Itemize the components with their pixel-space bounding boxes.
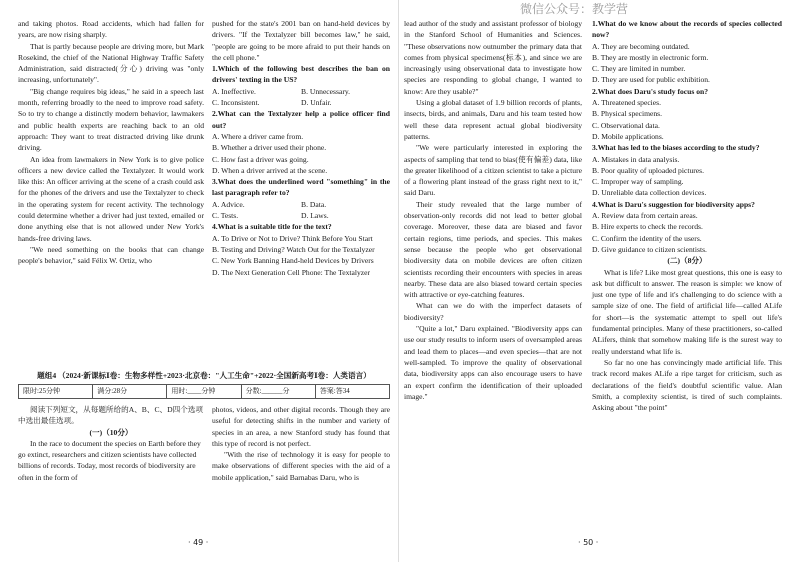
- question-8: 4.What is Daru's suggestion for biodiversity apps?: [592, 199, 755, 209]
- info-bar: [18, 384, 390, 399]
- option: C. Inconsistent.: [212, 98, 260, 108]
- paragraph: "Big change requires big ideas," he said in a speech last month, referring broadly to the need to improve road safety. So to try to change a distinctly modern behavior, lawmakers and public health experts are reaching back to an old approach: They want to treat distracted driving like drunk driving.: [18, 86, 204, 153]
- paragraph: Using a global dataset of 1.9 billion records of plants, insects, birds, and animals, Daru and his team tested how well these data represent actual global biodiversity patterns.: [404, 98, 582, 141]
- option: A. Review data from certain areas.: [592, 211, 698, 221]
- option: A. Mistakes in data analysis.: [592, 154, 680, 164]
- option: C. Observational data.: [592, 120, 660, 130]
- page-number-right: · 50 ·: [578, 538, 599, 547]
- option: C. New York Banning Hand-held Devices by Drivers: [212, 256, 374, 266]
- paragraph: So far no one has convincingly made artificial life. This track record makes ALife a ripe target for criticism, such as declarations of the field's doubtful scientific value. Alan Smith, a complexity scientist, is tired of such complaints. Asking about "the point": [592, 357, 782, 413]
- option: A. Where a driver came from.: [212, 131, 304, 141]
- option: C. Confirm the identity of the users.: [592, 233, 702, 243]
- option: D. Unfair.: [301, 98, 332, 108]
- paragraph: What is life? Like most great questions, this one is easy to ask but difficult to answer. The reason is simple: we know of just one type of life and it's challenging to do science with a sample size of one. The field of artificial life—called ALife for short—is the systematic attempt to spell out life's fundamental principles. Many of these practitioners, so-called ALifers, think that somehow making life is the surest way to really understand what life is.: [592, 267, 782, 356]
- option: D. The Next Generation Cell Phone: The Textalyzer: [212, 267, 371, 277]
- paragraph: What can we do with the imperfect datasets of biodiversity?: [404, 301, 582, 322]
- option: C. Improper way of sampling.: [592, 177, 684, 187]
- option: B. Poor quality of uploaded pictures.: [592, 165, 704, 175]
- option: B. Unnecessary.: [301, 86, 351, 96]
- paragraph: pushed for the state's 2001 ban on hand-held devices by drivers. "If the Textalyzer bill becomes law," he said, "people are going to be more afraid to put their hands on the cell phone.": [212, 19, 390, 62]
- question-7: 3.What has led to the biases according to the study?: [592, 143, 760, 153]
- test-header: [18, 370, 390, 399]
- question-6: 2.What does Daru's study focus on?: [592, 86, 709, 96]
- score-field: 分数:______分: [242, 385, 316, 398]
- option: B. Hire experts to check the records.: [592, 222, 703, 232]
- option: A. Ineffective.: [212, 86, 256, 96]
- question-5: 1.What do we know about the records of species collected now?: [592, 19, 782, 40]
- option: B. Testing and Driving? Watch Out for the Textalyzer: [212, 244, 375, 254]
- option: D. Laws.: [301, 211, 329, 221]
- column-2-bottom: [212, 404, 390, 483]
- option: B. Whether a driver used their phone.: [212, 143, 327, 153]
- paragraph: and taking photos. Road accidents, which had fallen for years, are now rising sharply.: [18, 19, 204, 40]
- watermark-text: 微信公众号：教学营: [520, 2, 629, 16]
- option: A. They are becoming outdated.: [592, 41, 690, 51]
- option: C. Tests.: [212, 211, 239, 221]
- answer-ref: 答案:答34: [319, 387, 350, 395]
- paragraph: "Quite a lot," Daru explained. "Biodiversity apps can use our study results to inform users of oversampled areas and lead them to places—and even species—that are not well-sampled. To improve the quality of observational data, biodiversity apps can also encourage users to have an expert confirm the identification of their uploaded image.": [404, 324, 582, 401]
- paragraph: In the race to document the species on Earth before they go extinct, researchers and citizen scientists have collected billions of records. Today, most records of biodiversity are often in the form of: [18, 438, 201, 482]
- option: B. Physical specimens.: [592, 109, 663, 119]
- full-score: 满分:28分: [93, 385, 167, 398]
- option: D. Give guidance to citizen scientists.: [592, 244, 707, 254]
- option: C. How fast a driver was going.: [212, 154, 309, 164]
- question-4: 4.What is a suitable title for the text?: [212, 222, 332, 232]
- option: A. Threatened species.: [592, 98, 662, 108]
- paragraph: "We need something on the books that can change people's behavior," said Félix W. Ortiz, who: [18, 244, 204, 266]
- page-number-left: · 49 ·: [188, 538, 209, 547]
- section-heading: (一)（10分）: [89, 427, 133, 437]
- option: C. They are limited in number.: [592, 64, 686, 74]
- time-limit: 限时:25分钟: [19, 385, 93, 398]
- paragraph: photos, videos, and other digital records. Though they are useful for detecting shifts in the number and variety of species in an area, a new Stanford study has found that this type of record is not perfect.: [212, 405, 390, 448]
- paragraph: An idea from lawmakers in New York is to give police officers a new device called the Textalyzer. It would work like this: An officer arriving at the scene of a crash could ask for the phones of the drivers and use the Textalyzer to check in the operating system for recent activity. The technology could determine whether a driver had just texted, emailed or done anything else that is not allowed under New York's hands-free driving laws.: [18, 154, 204, 243]
- column-2: [212, 18, 390, 278]
- paragraph: "We were particularly interested in exploring the aspects of sampling that tend to bias(使有偏差) data, like the greater likelihood of a citizen scientist to take a picture of a flowering plant instead of the grass right next to it," said Daru.: [404, 143, 582, 198]
- question-1: 1.Which of the following best describes the ban on drivers' texting in the US?: [212, 64, 390, 85]
- paragraph: lead author of the study and assistant professor of biology in the Stanford School of Humanities and Sciences. "These observations now outnumber the primary data that comes from physical specimens(标本), and since we are increasingly using observational data to investigate how species are responding to global change, I wanted to know: Are they usable?": [404, 19, 582, 96]
- option: A. Advice.: [212, 199, 245, 209]
- part-intro: [18, 404, 204, 483]
- option: D. Mobile applications.: [592, 131, 664, 141]
- option: A. To Drive or Not to Drive? Think Before You Start: [212, 233, 373, 243]
- option: D. They are used for public exhibition.: [592, 75, 710, 85]
- option: D. When a driver arrived at the scene.: [212, 165, 328, 175]
- option: B. They are mostly in electronic form.: [592, 52, 709, 62]
- paragraph: Their study revealed that the large number of observation-only records did not lead to better global coverage. Moreover, these data are biased and favor certain regions, time periods, and species. This makes sense because the people who get observational biodiversity data on mobile devices are often citizen scientists recording their encounters with species in areas nearby. These data are also biased toward certain species with attractive or eye-catching features.: [404, 199, 582, 300]
- paragraph: That is partly because people are driving more, but Mark Rosekind, the chief of the National Highway Traffic Safety Administration, said distracted(分心) driving was "only increasing, unfortunately".: [18, 41, 204, 85]
- option: D. Unreliable data collection devices.: [592, 188, 707, 198]
- paragraph: "With the rise of technology it is easy for people to make observations of different species with the aid of a mobile application," said Barnabas Daru, who is: [212, 450, 390, 482]
- column-3: [404, 18, 582, 402]
- section-heading: (二)（8分）: [667, 256, 707, 266]
- question-2: 2.What can the Textalyzer help a police officer find out?: [212, 109, 390, 130]
- instruction: 阅读下列短文，从每题所给的A、B、C、D四个选项中选出最佳选项。: [18, 405, 203, 426]
- test-title: 题组4 （2024·新课标Ⅰ卷：生物多样性+2023·北京卷："人工生命"+2022·全国新高考Ⅰ卷：人类语言）: [37, 371, 371, 380]
- question-3: 3.What does the underlined word "something" in the last paragraph refer to?: [212, 177, 390, 198]
- column-4: [592, 18, 782, 413]
- column-1: [18, 18, 204, 267]
- page-gutter: [398, 0, 399, 562]
- option: B. Data.: [301, 199, 327, 209]
- time-used: 用时:____分钟: [167, 385, 241, 398]
